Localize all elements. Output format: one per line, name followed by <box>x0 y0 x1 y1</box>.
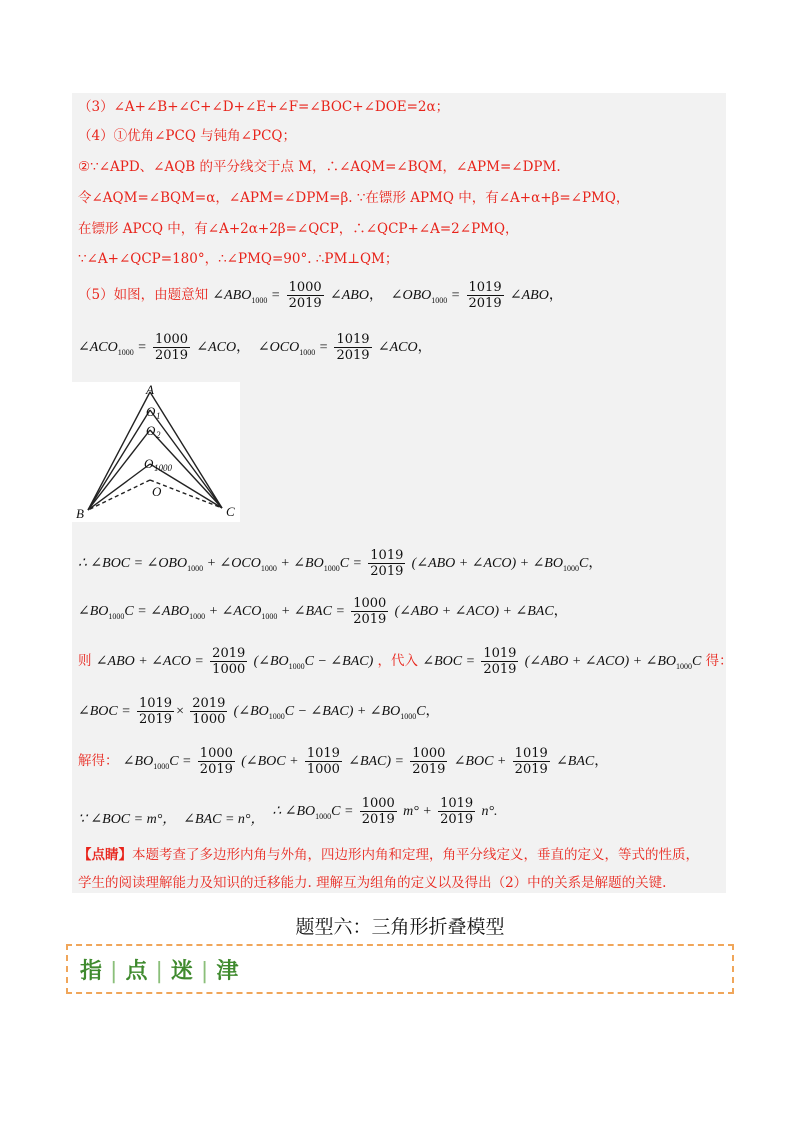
boc-sum-line: ∴ ∠BOC = $\angle OBO_{1000}$ + $\angle OCO_{1000}$ + $\angle BO_{1000}C$ = $\frac{1019}{2019}$ (∠ABO + ∠ACO) + $\angle BO_{1000}C$， <box>78 548 603 579</box>
label-O1000: O <box>144 456 154 471</box>
solve-word: 解得： <box>78 753 119 769</box>
label-O: O <box>152 484 162 499</box>
label-A: A <box>146 382 154 397</box>
banner-char-3: 迷 <box>170 959 195 984</box>
comment-tag: 【点睛】 <box>78 847 132 863</box>
sub-1000: 1000 <box>154 463 172 473</box>
solve-line: 解得： $\angle BO_{1000}C$ = $\frac{1000}{2019}$ (∠BOC + $\frac{1019}{1000}$ ∠BAC) = $\frac{1000}{2019}$ ∠BOC + $\frac{1019}{2019}$ ∠BAC， <box>78 746 609 777</box>
tips-banner-title: 指 | 点 | 迷 | 津 <box>80 959 241 984</box>
sub-2: 2 <box>156 430 161 440</box>
then-word: 则 <box>78 653 92 669</box>
step-5-line: （5）如图，由题意知 $\angle ABO_{1000}$ = $\frac{1000}{2019}$ ∠ABO， $\angle OBO_{1000}$ = $\frac{1019}{2019}$ ∠ABO， <box>78 280 563 311</box>
banner-char-4: 津 <box>216 959 241 984</box>
figure-svg <box>72 382 240 522</box>
banner-char-1: 指 <box>80 959 105 984</box>
sub-1: 1 <box>156 411 161 421</box>
label-O1: O <box>146 404 156 419</box>
label-B: B <box>76 506 84 521</box>
step-4: （4）①优角∠PCQ 与钝角∠PCQ； <box>78 128 296 144</box>
step-5-lead: （5）如图，由题意知 <box>78 287 209 303</box>
comment-text-1: 本题考查了多边形内角与外角，四边形内角和定理，角平分线定义，垂直的定义，等式的性质， <box>132 847 699 863</box>
comment-line-2: 学生的阅读理解能力及知识的迁移能力. 理解互为组角的定义以及得出（2）中的关系是解题的关键. <box>78 875 667 891</box>
aco-line: $\angle ACO_{1000}$ = $\frac{1000}{2019}$ ∠ACO， $\angle OCO_{1000}$ = $\frac{1019}{2019}$ ∠ACO， <box>78 332 432 363</box>
step-4-proof-3: 在镖形 APCQ 中，有∠A+2α+2β=∠QCP，∴∠QCP+∠A=2∠PMQ， <box>78 221 519 237</box>
step-4-proof-2: 令∠AQM=∠BQM=α，∠APM=∠DPM=β. ∵在镖形 APMQ 中，有∠A+α+β=∠PMQ， <box>78 190 630 206</box>
label-C: C <box>226 504 235 519</box>
step-3: （3）∠A+∠B+∠C+∠D+∠E+∠F=∠BOC+∠DOE=2α； <box>78 99 450 115</box>
geometry-figure <box>72 382 240 522</box>
bo1000c-line: $\angle BO_{1000}C$ = $\angle ABO_{1000}$ + $\angle ACO_{1000}$ + ∠BAC = $\frac{1000}{2019}$ (∠ABO + ∠ACO) + ∠BAC， <box>78 596 568 627</box>
banner-char-2: 点 <box>125 959 150 984</box>
label-O2: O <box>146 423 156 438</box>
combined-line: ∠BOC = $\frac{1019}{2019}$ × $\frac{2019}{1000}$ ($\angle BO_{1000}C$ − ∠BAC) + $\angle BO_{1000}C$， <box>78 696 440 727</box>
comment-line-1 <box>78 846 699 864</box>
tips-banner <box>66 944 734 994</box>
substitute-word: ，代入 <box>377 653 419 669</box>
step-4-proof-4: ∵∠A+∠QCP=180°，∴∠PMQ=90°. ∴PM⊥QM； <box>78 251 399 267</box>
section-title: 题型六：三角形折叠模型 <box>295 916 505 938</box>
substitute-line: 则 ∠ABO + ∠ACO = $\frac{2019}{1000}$ ($\angle BO_{1000}C$ − ∠BAC) ，代入 ∠BOC = $\frac{1019}{2019}$ (∠ABO + ∠ACO) + $\angle BO_{1000}C$ 得： <box>78 646 733 677</box>
get-word: 得： <box>705 653 733 669</box>
final-line: ∵ ∠BOC = m°， ∠BAC = n°， ∴ $\angle BO_{1000}C$ = $\frac{1000}{2019}$ m° + $\frac{1019}{2019}$ n°. <box>78 796 498 827</box>
step-4-proof-1: ②∵∠APD、∠AQB 的平分线交于点 M，∴∠AQM=∠BQM，∠APM=∠DPM. <box>78 159 561 175</box>
